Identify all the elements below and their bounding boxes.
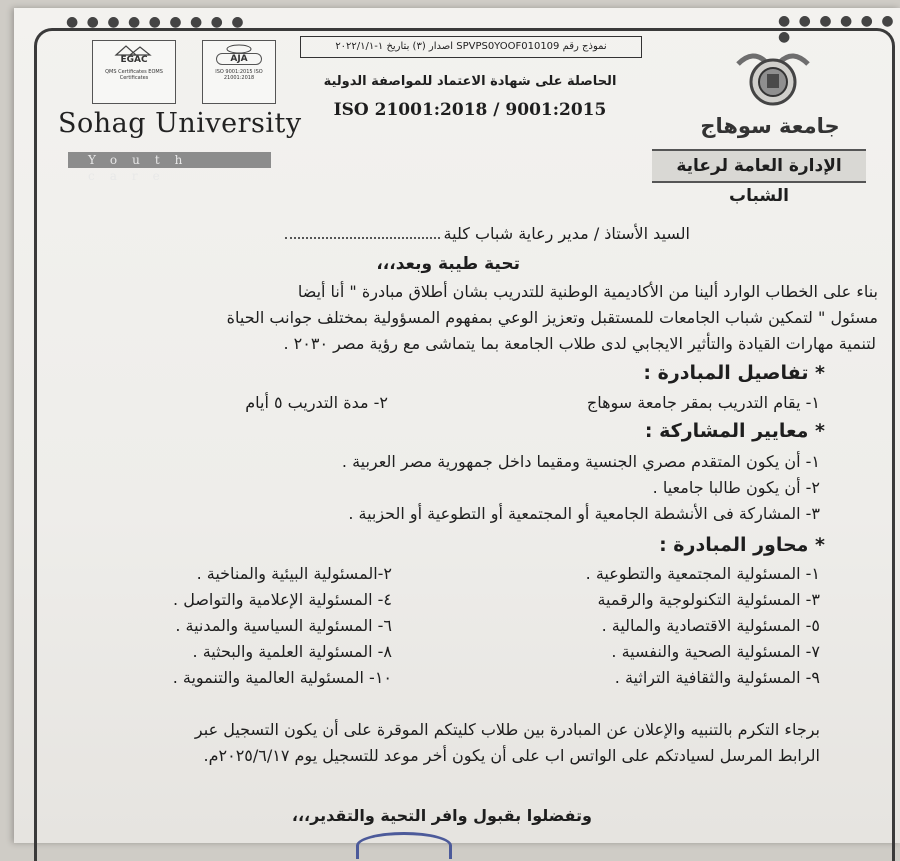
axis-item-5: ٥- المسئولية الاقتصادية والمالية . (601, 616, 820, 635)
university-name-en: Sohag University (58, 108, 302, 139)
criteria-heading: * معايير المشاركة : (644, 420, 825, 442)
pyramid-icon (114, 44, 154, 56)
addressee-line (285, 224, 690, 243)
egac-sub-text: QMS Certificates EOMS Certificates (105, 69, 163, 81)
closing-line-2: الرابط المرسل لسيادتكم على الواتس اب على أن يكون أخر موعد للتسجيل يوم ٢٠٢٥/٦/١٧م. (203, 746, 820, 765)
axis-item-6: ٦- المسئولية السياسية والمدنية . (175, 616, 392, 635)
addressee-text: السيد الأستاذ / مدير رعاية شباب كلية (443, 224, 690, 243)
details-heading: * تفاصيل المبادرة : (643, 362, 825, 384)
aja-certification-logo (202, 40, 276, 104)
axis-item-7: ٧- المسئولية الصحية والنفسية . (611, 642, 820, 661)
axis-item-1: ١- المسئولية المجتمعية والتطوعية . (585, 564, 820, 583)
intro-line-3: لتنمية مهارات القيادة والتأثير الايجابي لدى طلاب الجامعة بما يتماشى مع رؤية مصر ٢٠٣٠ . (283, 334, 876, 353)
addressee-blank (285, 237, 440, 239)
axis-item-9: ٩- المسئولية والثقافية التراثية . (614, 668, 820, 687)
axis-item-10: ١٠- المسئولية العالمية والتنموية . (172, 668, 392, 687)
youth-care-bar: Youth care (68, 152, 271, 168)
egac-logo-text: EGAC (120, 55, 148, 65)
signoff: وتفضلوا بقبول وافر التحية والتقدير،،، (291, 806, 592, 825)
intro-line-2: مسئول " لتمكين شباب الجامعات للمستقبل وتعزيز الوعي بمفهوم المسؤولية بمختلف جوانب الحياة (226, 308, 878, 327)
university-name-ar: جامعة سوهاج (700, 114, 840, 138)
aja-sub-text: ISO 9001:2015 ISO 21001:2018 (215, 69, 263, 81)
iso-standards-line: ISO 21001:2018 / 9001:2015 (333, 100, 607, 120)
stamp-seal (356, 832, 452, 859)
aja-logo-text: AJA (216, 53, 262, 65)
greeting: تحية طيبة وبعد،،، (376, 254, 520, 274)
decorative-dots-right: ● ● ● ● ● ● ● (778, 13, 896, 45)
criteria-item-1: ١- أن يكون المتقدم مصري الجنسية ومقيما داخل جمهورية مصر العربية . (341, 452, 820, 471)
detail-item-1: ١- يقام التدريب بمقر جامعة سوهاج (586, 393, 820, 412)
university-emblem-icon (718, 44, 828, 114)
axis-item-2: ٢-المسئولية البيئية والمناخية . (196, 564, 392, 583)
department-bar: الإدارة العامة لرعاية الشباب (652, 149, 866, 183)
egac-accreditation-logo (92, 40, 176, 104)
axis-item-4: ٤- المسئولية الإعلامية والتواصل . (173, 590, 392, 609)
criteria-item-3: ٣- المشاركة فى الأنشطة الجامعية أو المجتمعية أو التطوعية أو الحزبية . (348, 504, 820, 523)
closing-line-1: برجاء التكرم بالتنبيه والإعلان عن المبادرة بين طلاب كليتكم الموقرة على أن يكون التسجيل عبر (194, 720, 820, 739)
globe-icon (224, 44, 254, 54)
certification-line: الحاصلة على شهادة الاعتماد للمواصفة الدولية (323, 74, 617, 89)
form-code-box: نموذج رقم SPVPS0YOOF010109 اصدار (٣) بتاريخ ١-٢٠٢٢/١/١ (300, 36, 642, 58)
decorative-dots-left: ● ● ● ● ● ● ● ● ● (66, 14, 246, 30)
axis-item-8: ٨- المسئولية العلمية والبحثية . (192, 642, 392, 661)
detail-item-2: ٢- مدة التدريب ٥ أيام (245, 393, 388, 412)
axis-item-3: ٣- المسئولية التكنولوجية والرقمية (597, 590, 820, 609)
criteria-item-2: ٢- أن يكون طالبا جامعيا . (652, 478, 820, 497)
axes-heading: * محاور المبادرة : (659, 534, 825, 556)
intro-line-1: بناء على الخطاب الوارد ألينا من الأكاديمية الوطنية للتدريب بشان أطلاق مبادرة " أنا أيضا (297, 282, 878, 301)
